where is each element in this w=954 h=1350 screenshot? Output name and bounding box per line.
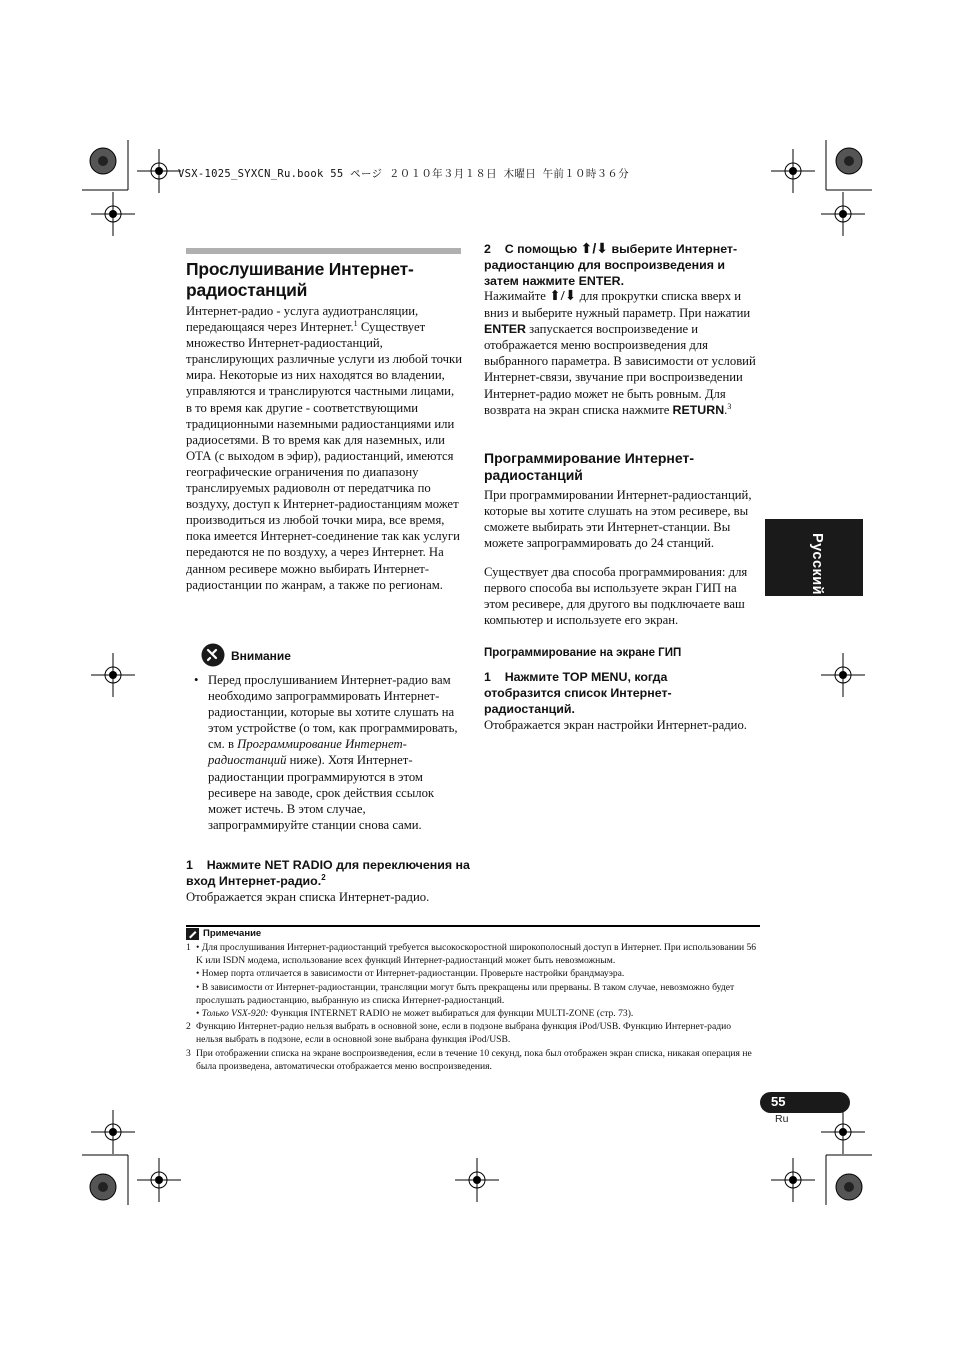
page-number: 55 xyxy=(771,1094,786,1109)
section-title xyxy=(186,259,466,301)
title-line-1: Прослушивание Интернет- xyxy=(186,259,414,279)
caution-list xyxy=(186,672,462,833)
right-step-1 xyxy=(484,669,724,717)
note-text: Функцию Интернет-радио нельзя выбрать в основной зоне, если в подзоне выбрана функция iPod/USB. Функцию Интернет-радио нельзя выбрать в подзоне, если в основной зоне выбрана функция iPod/USB. xyxy=(196,1021,732,1046)
step-number: 1 xyxy=(484,670,491,684)
note-item xyxy=(186,1020,760,1046)
note-number xyxy=(186,981,196,1007)
print-header: VSX-1025_SYXCN_Ru.book 55 ページ ２０１０年３月１８日 木曜日 午前１０時３６分 xyxy=(178,168,630,180)
footnote-ref-2: 2 xyxy=(321,872,326,882)
page-language-code: Ru xyxy=(775,1113,789,1125)
note-item xyxy=(186,1047,760,1073)
step-title-pre: С помощью xyxy=(504,242,578,256)
caution-text-1: Перед прослушиванием Интернет-радио вам необходимо запрограммировать Интернет-радиостанции, которые вы хотите слушать на этом устройстве (о том, как программировать, см. в xyxy=(208,673,458,752)
caution-link-text: Программирование Интернет-радиостанций xyxy=(208,737,407,768)
notes-header xyxy=(186,927,760,941)
language-tab xyxy=(765,519,863,596)
step2-text-4: . xyxy=(724,402,728,417)
step-title: Нажмите NET RADIO для переключения на вход Интернет-радио. xyxy=(186,858,470,888)
note-text: • Для прослушивания Интернет-радиостанций требуется высокоскоростной широкополосный доступ в Интернет. При использовании 56 K или ISDN модема, использование всех функций Интернет-радиостанций может быть невозможным. xyxy=(196,942,757,967)
section-bar xyxy=(186,248,461,254)
note-pencil-icon xyxy=(186,928,199,940)
right-step-2-text xyxy=(484,288,760,418)
step-number: 2 xyxy=(484,242,491,256)
note-number: 1 xyxy=(186,942,191,953)
note-item xyxy=(186,967,760,980)
footnote-ref-3: 3 xyxy=(727,401,732,411)
left-step-1-text: Отображается экран списка Интернет-радио. xyxy=(186,890,430,904)
left-step-1 xyxy=(186,857,471,889)
note-text-post: Функция INTERNET RADIO не может выбираться для функции MULTI-ZONE (стр. 73). xyxy=(268,1008,634,1020)
right-step-2 xyxy=(484,240,759,289)
notes-title: Примечание xyxy=(203,928,262,940)
notes-section xyxy=(186,927,760,1073)
programming-paragraph-2: Существует два способа программирования: для первого способа вы используете экран ГИП на этом ресивере, для другого вы подключаете ваш компьютер и используете его экран. xyxy=(484,565,748,628)
step-title-post: выберите Интернет-радиостанцию для воспроизведения и затем нажмите ENTER. xyxy=(484,242,738,288)
step2-text-1: Нажимайте xyxy=(484,289,546,303)
note-text: • Номер порта отличается в зависимости от Интернет-радиостанции. Проверьте настройки брандмауэра. xyxy=(196,968,625,980)
caution-icon xyxy=(201,643,225,667)
note-text: При отображении списка на экране воспроизведения, если в течение 10 секунд, пока был отображен экран списка, никакая операция не была произведена, автоматически отображается меню воспроизведения. xyxy=(196,1047,752,1072)
step-title: Нажмите TOP MENU, когда отобразится список Интернет-радиостанций. xyxy=(484,670,672,716)
up-down-arrows-icon: ⬆/⬇ xyxy=(580,240,609,256)
title-line-2: радиостанций xyxy=(186,280,308,300)
note-number xyxy=(186,1007,196,1020)
note-number xyxy=(186,967,196,980)
note-text-pre: • xyxy=(196,1008,202,1020)
intro-text-2: Существует множество Интернет-радиостанций, транслирующих различные услуги из любой точки мира. Некоторые из них находятся во владении, управляются и транслируются частными лицами, в то время как другие - соответствующими традиционными наземными радиостанциями или радиосетями. В то время как для наземных, или ОТА (с выходом в эфир), радиостанций, имеются географические ограничения по диапазону транслируемых радиоволн от передатчика по воздуху, доступ к Интернет-радиостанциям может производиться из любой точки мира, все время, пока имеется Интернет-соединение так как услуги передаются не по воздуху, а через Интернет. На данном ресивере можно выбирать Интернет-радиостанции по жанрам, а также по регионам. xyxy=(186,320,462,592)
note-text: • В зависимости от Интернет-радиостанции, трансляции могут быть прекращены или прерваны. В таком случае, невозможно будет прослушать радиостанцию, выбранную из списка Интернет-радиостанций. xyxy=(196,981,735,1006)
step2-text-3: запускается воспроизведение и отображается меню воспроизведения для выбранного параметра. В зависимости от условий Интернет-связи, звучание при воспроизведении Интернет-радио может не быть ровным. Для возврата на экран списка нажмите xyxy=(484,322,756,417)
language-tab-label: Русский xyxy=(809,533,825,596)
caution-title: Внимание xyxy=(231,649,291,663)
note-item xyxy=(186,1007,760,1020)
programming-title: Программирование Интернет-радиостанций xyxy=(484,450,694,483)
caution-text-2: ниже). Хотя Интернет-радиостанции программируются в этом ресивере на заводе, срок действия ссылок может истечь. В этом случае, запрограммируйте станции снова сами. xyxy=(208,753,435,832)
page-number-badge xyxy=(760,1092,850,1113)
note-item xyxy=(186,941,760,967)
enter-key-label: ENTER xyxy=(484,322,526,337)
bullet-dot: • xyxy=(194,673,199,687)
up-down-arrows-icon: ⬆/⬇ xyxy=(549,289,577,304)
footnote-ref-1: 1 xyxy=(353,318,358,328)
note-text-italic: Только VSX-920: xyxy=(201,1008,269,1020)
gui-programming-title: Программирование на экране ГИП xyxy=(484,647,682,659)
programming-paragraph-1: При программировании Интернет-радиостанций, которые вы хотите слушать на этом ресивере, вы сможете выбирать эти Интернет-станции. Вы можете запрограммировать до 24 станций. xyxy=(484,488,752,551)
note-number: 2 xyxy=(186,1021,191,1033)
note-text xyxy=(196,1007,760,1020)
intro-paragraph xyxy=(186,303,462,593)
note-item xyxy=(186,981,760,1007)
intro-text-1: Интернет-радио - услуга аудиотрансляции, передающаяся через Интернет. xyxy=(186,304,419,335)
caution-item xyxy=(186,672,462,833)
step-number: 1 xyxy=(186,858,193,872)
right-step-1-text: Отображается экран настройки Интернет-радио. xyxy=(484,718,747,732)
return-key-label: RETURN xyxy=(672,402,725,417)
note-number: 3 xyxy=(186,1047,191,1059)
step2-text-2: для прокрутки списка вверх и вниз и выберите нужный параметр. При нажатии xyxy=(484,289,751,321)
